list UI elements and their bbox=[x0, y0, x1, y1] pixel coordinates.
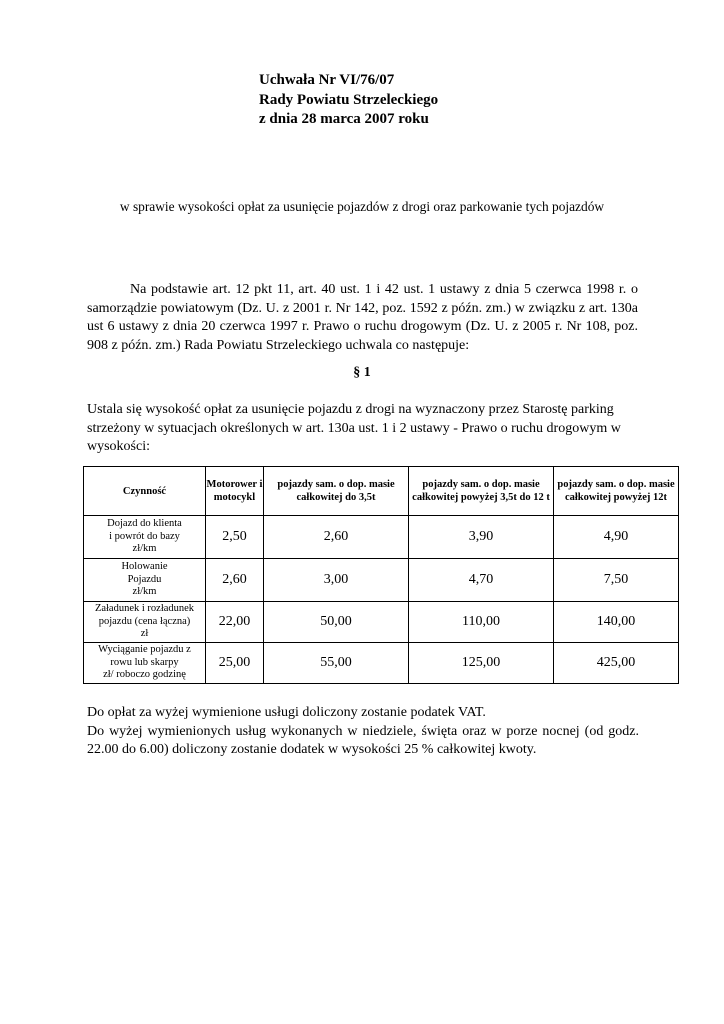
table-cell: 4,90 bbox=[554, 516, 679, 559]
surcharge-note: Do wyżej wymienionych usług wykonanych w niedziele, święta oraz w porze nocnej (od godz. 22.00 do 6.00) doliczony zostanie dodatek w wysokości 25 % całkowitej kwoty. bbox=[87, 723, 639, 757]
table-cell: 125,00 bbox=[409, 643, 554, 684]
intro-text: Ustala się wysokość opłat za usunięcie pojazdu z drogi na wyznaczony przez Starostę parking strzeżony w sytuacjach określonych w art. 130a ust. 1 i 2 ustawy - Prawo o ruchu drogowym w wysokości: bbox=[87, 402, 621, 454]
fee-table-header-row bbox=[84, 467, 679, 516]
row-label-cell bbox=[84, 602, 206, 643]
header-over-12t: pojazdy sam. o dop. masie całkowitej powyżej 12t bbox=[554, 467, 679, 516]
header-up-to-3-5t: pojazdy sam. o dop. masie całkowitej do 3,5t bbox=[264, 467, 409, 516]
header-activity: Czynność bbox=[84, 467, 206, 516]
table-cell: 3,00 bbox=[264, 559, 409, 602]
fee-table bbox=[83, 466, 679, 684]
intro-section bbox=[87, 401, 639, 457]
table-cell: 425,00 bbox=[554, 643, 679, 684]
after-table-notes bbox=[87, 704, 639, 760]
row-label: Załadunek i rozładunek pojazdu (cena łączna) zł bbox=[94, 603, 195, 640]
table-row bbox=[84, 602, 679, 643]
table-cell: 25,00 bbox=[206, 643, 264, 684]
legal-basis-text: Na podstawie art. 12 pkt 11, art. 40 ust. 1 i 42 ust. 1 ustawy z dnia 5 czerwca 1998 r. o samorządzie powiatowym (Dz. U. z 2001 r. Nr 142, poz. 1592 z późn. zm.) w związku z art. 130a ust 6 ustawy z dnia 20 czerwca 1997 r. Prawo o ruchu drogowym (Dz. U. z 2005 r. Nr 108, poz. 908 z późn. zm.) Rada Powiatu Strzeleckiego uchwala co następuje: bbox=[87, 282, 638, 353]
table-cell: 2,50 bbox=[206, 516, 264, 559]
table-row bbox=[84, 559, 679, 602]
table-cell: 22,00 bbox=[206, 602, 264, 643]
table-cell: 50,00 bbox=[264, 602, 409, 643]
row-label-cell bbox=[84, 643, 206, 684]
resolution-header bbox=[259, 71, 438, 130]
table-cell: 2,60 bbox=[264, 516, 409, 559]
table-cell: 3,90 bbox=[409, 516, 554, 559]
legal-basis bbox=[87, 281, 638, 355]
table-cell: 55,00 bbox=[264, 643, 409, 684]
resolution-subject: w sprawie wysokości opłat za usunięcie pojazdów z drogi oraz parkowanie tych pojazdów bbox=[119, 199, 605, 214]
table-cell: 4,70 bbox=[409, 559, 554, 602]
vat-note: Do opłat za wyżej wymienione usługi doliczony zostanie podatek VAT. bbox=[87, 705, 486, 720]
table-row bbox=[84, 643, 679, 684]
header-3-5t-to-12t: pojazdy sam. o dop. masie całkowitej powyżej 3,5t do 12 t bbox=[409, 467, 554, 516]
table-cell: 7,50 bbox=[554, 559, 679, 602]
paragraph-mark: § 1 bbox=[353, 365, 371, 380]
row-label: Dojazd do klienta i powrót do bazy zł/km bbox=[107, 518, 182, 555]
table-cell: 140,00 bbox=[554, 602, 679, 643]
table-row bbox=[84, 516, 679, 559]
resolution-date: z dnia 28 marca 2007 roku bbox=[259, 111, 429, 127]
row-label-cell bbox=[84, 516, 206, 559]
resolution-council: Rady Powiatu Strzeleckiego bbox=[259, 91, 439, 108]
table-cell: 110,00 bbox=[409, 602, 554, 643]
row-label-cell bbox=[84, 559, 206, 602]
row-label: Wyciąganie pojazdu z rowu lub skarpy zł/ roboczo godzinę bbox=[98, 644, 191, 681]
header-moped: Motorower i motocykl bbox=[206, 467, 264, 516]
table-cell: 2,60 bbox=[206, 559, 264, 602]
row-label: Holowanie Pojazdu zł/km bbox=[121, 561, 168, 598]
resolution-number: Uchwała Nr VI/76/07 bbox=[259, 72, 395, 88]
